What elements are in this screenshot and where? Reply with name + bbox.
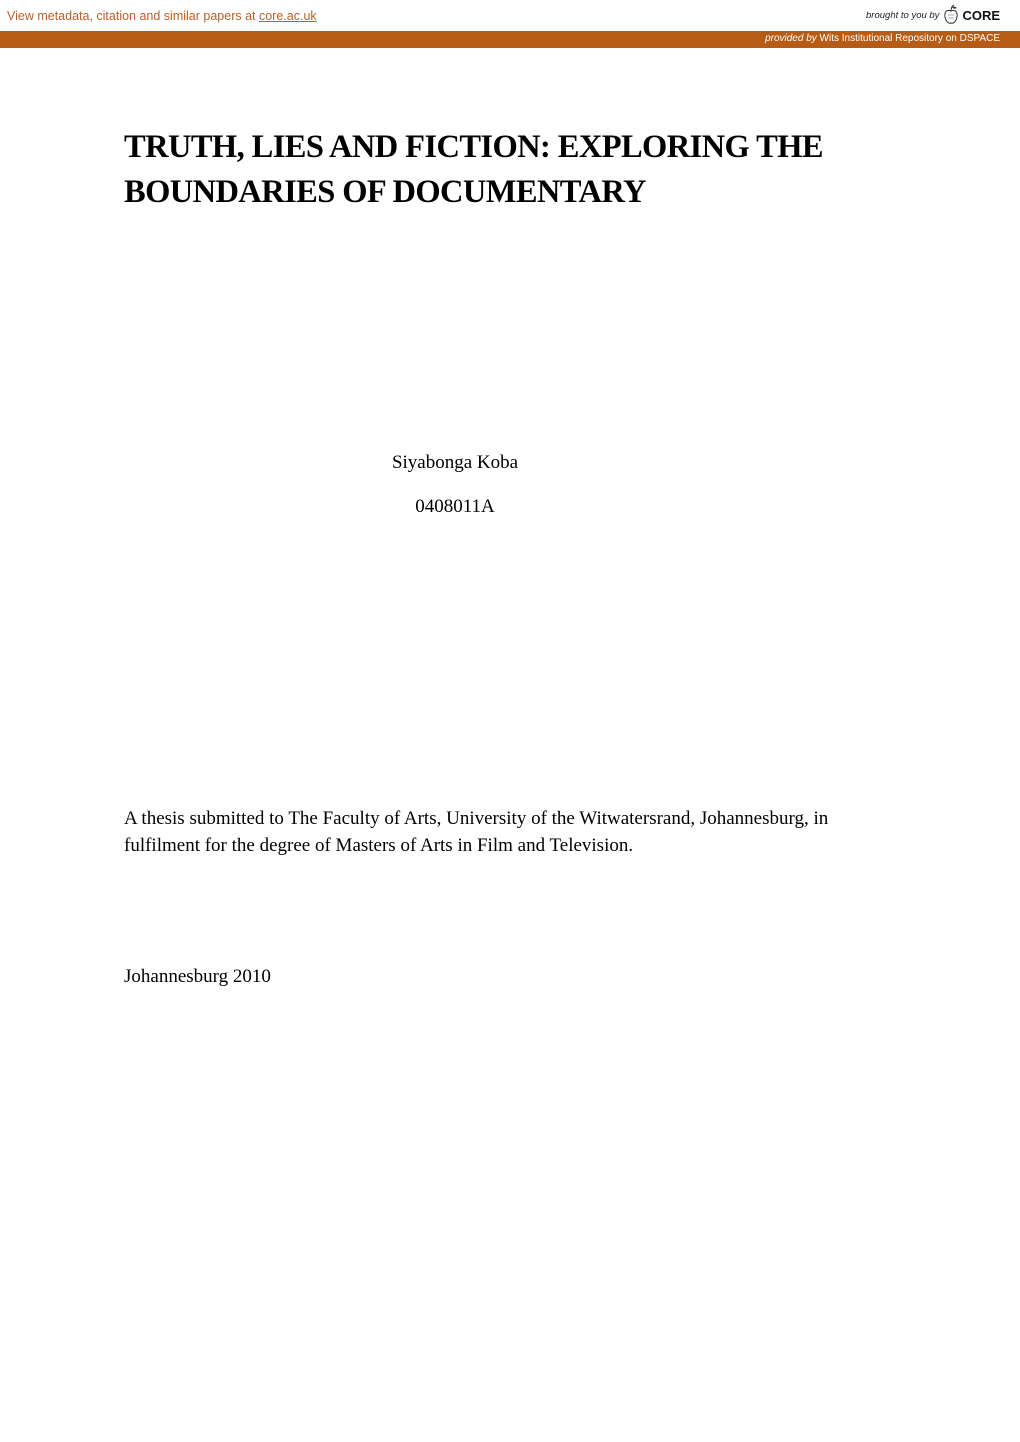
core-link[interactable]: core.ac.uk bbox=[258, 9, 317, 23]
core-metadata-line bbox=[7, 9, 317, 23]
provided-by-label: provided by bbox=[765, 33, 817, 44]
core-header bbox=[0, 0, 1020, 31]
provider-line[interactable] bbox=[765, 33, 1000, 44]
provider-name: Wits Institutional Repository on DSPACE bbox=[819, 33, 1000, 44]
thesis-title-line-2: BOUNDARIES OF DOCUMENTARY bbox=[124, 174, 646, 210]
core-logo-text: CORE bbox=[962, 7, 1000, 23]
core-brought-by[interactable] bbox=[866, 4, 1000, 26]
author-name bbox=[0, 452, 1020, 474]
thesis-title bbox=[124, 125, 904, 215]
core-apple-icon bbox=[942, 4, 960, 26]
submission-statement: A thesis submitted to The Faculty of Arts, University of the Witwatersrand, Johannesburg, in fulfilment for the degree of Masters of Arts in Film and Television. bbox=[124, 808, 829, 856]
thesis-title-line-1: TRUTH, LIES AND FICTION: EXPLORING THE bbox=[124, 129, 823, 165]
brought-to-you-text: brought to you by bbox=[866, 9, 940, 21]
place-and-year: Johannesburg 2010 bbox=[124, 966, 271, 987]
student-number bbox=[0, 496, 1020, 518]
author-name-text: Siyabonga Koba bbox=[391, 452, 519, 473]
student-number-text: 0408011A bbox=[415, 496, 495, 517]
core-metadata-text: View metadata, citation and similar papers at bbox=[7, 9, 259, 23]
core-provider-bar bbox=[0, 31, 1020, 48]
